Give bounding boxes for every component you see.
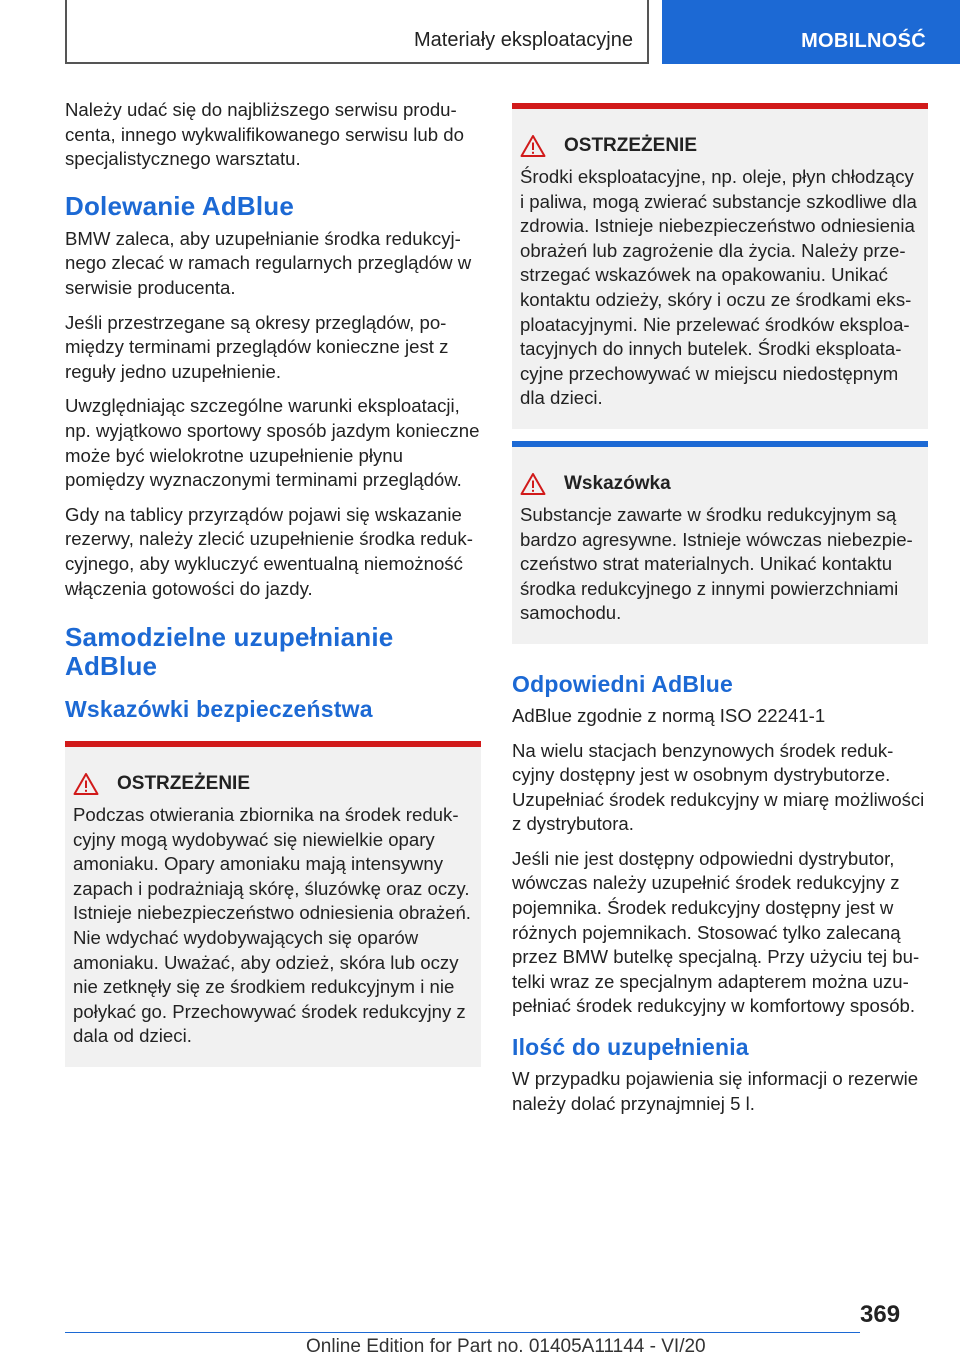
right-column [512, 98, 928, 1126]
left-column [65, 98, 481, 1067]
header-chapter-tab [662, 0, 960, 64]
warning-triangle-icon [520, 472, 546, 496]
paragraph: Jeśli nie jest dostępny odpowiedni dystrybutor, wówczas należy uzupełnić środek redukcyjny z pojemnika. Środek redukcyjny dostępny jest w różnych pojemnikach. Stosować tylko zalecaną przez BMW butelkę specjalną. Przy użyciu tej butelki wraz ze specjalnym adapterem można uzupełniać środek redukcyjny w komfortowy sposób. [512, 847, 920, 1017]
warning-box-fluids [512, 103, 928, 429]
footer-divider [65, 1332, 860, 1333]
warning-triangle-icon [73, 772, 99, 796]
warning-box-ammonia [65, 741, 481, 1067]
heading-dolewanie: Dolewanie AdBlue [65, 190, 295, 221]
heading-wskazowki-bezpieczenstwa: Wskazówki bezpieczeństwa [65, 696, 373, 723]
heading-odpowiedni-adblue: Odpowiedni AdBlue [512, 670, 734, 697]
page-number: 369 [860, 1301, 901, 1328]
paragraph: Jeśli przestrzegane są okresy przeglądów, pomiędzy terminami przeglądów konieczne jest z reguły jedno uzupełnienie. [65, 311, 449, 382]
note-title-text: Wskazówka [564, 472, 671, 494]
note-box-title [520, 471, 920, 497]
warning-box-title [73, 771, 473, 797]
header-chapter-title: MOBILNOŚĆ [801, 30, 926, 52]
heading-ilosc-do-uzupelnienia: Ilość do uzupełnienia [512, 1034, 749, 1061]
warning-title-text: OSTRZEŻENIE [564, 135, 698, 156]
paragraph: Na wielu stacjach benzynowych środek redukcyjny dostępny jest w osobnym dystrybutorze. Uzupełniać środek redukcyjny w miarę możliwości z dystrybutora. [512, 739, 925, 835]
warning-title-text: OSTRZEŻENIE [117, 773, 251, 795]
warning-text: Podczas otwierania zbiornika na środek redukcyjny mogą wydobywać się niewielkie opary amoniaku. Opary amoniaku mają intensywny zapach i podrażniają skórę, śluzówkę oraz oczy. Istnieje niebezpieczeństwo odniesienia obrażeń. Nie wdychać wydobywających się oparów amoniaku. Uważać, aby odzież, skóra lub oczy nie zetknęły się ze środkiem redukcyjnym i nie połykać go. Przechowywać środek redukcyjny z dala od dzieci. [73, 804, 471, 1047]
note-box [512, 441, 928, 644]
footer-edition: Online Edition for Part no. 01405A11144 - VI/20 [306, 1336, 706, 1357]
heading-samodzielne: Samodzielne uzupełnianie AdBlue [65, 622, 394, 682]
header-section-tab [65, 0, 649, 64]
header-section-title: Materiały eksploatacyjne [414, 29, 633, 51]
paragraph: Gdy na tablicy przyrządów pojawi się wskazanie rezerwy, należy zlecić uzupełnienie środka redukcyjnego, aby wykluczyć ewentualną niemożność włączenia gotowości do jazdy. [65, 503, 473, 599]
paragraph: Uwzględniając szczególne warunki eksploatacji, np. wyjątkowo sportowy sposób jazdym konieczne może być wielokrotne uzupełnienie płynu pomiędzy wyznaczonymi terminami przeglądów. [65, 395, 480, 491]
paragraph: W przypadku pojawienia się informacji o rezerwie należy dolać przynajmniej 5 l. [512, 1068, 919, 1114]
warning-triangle-icon [520, 134, 546, 158]
warning-box-title [520, 133, 920, 159]
warning-text: Środki eksploatacyjne, np. oleje, płyn chłodzący i paliwa, mogą zwierać substancje szkodliwe dla zdrowia. Istnieje niebezpieczeństwo odniesienia obrażeń lub zagrożenie dla życia. Należy przestrzegać wskazówek na opakowaniu. Unikać kontaktu odzieży, skóry i oczu ze środkami eksploatacyjnymi. Nie przelewać środków eksploatacyjnych do innych butelek. Środki eksploatacyjne przechowywać w miejscu niedostępnym dla dzieci. [520, 166, 917, 409]
note-text: Substancje zawarte w środku redukcyjnym są bardzo agresywne. Istnieje wówczas niebezpieczeństwo strat materialnych. Unikać kontaktu środka redukcyjnego z innymi powierzchniami samochodu. [520, 503, 913, 624]
paragraph: BMW zaleca, aby uzupełnianie środka redukcyjnego zlecać w ramach regularnych przeglądów w serwisie producenta. [65, 227, 472, 298]
intro-paragraph: Należy udać się do najbliższego serwisu producenta, innego wykwalifikowanego serwisu lub do specjalistycznego warsztatu. [65, 99, 464, 170]
paragraph: AdBlue zgodnie z normą ISO 22241-1 [512, 704, 826, 726]
